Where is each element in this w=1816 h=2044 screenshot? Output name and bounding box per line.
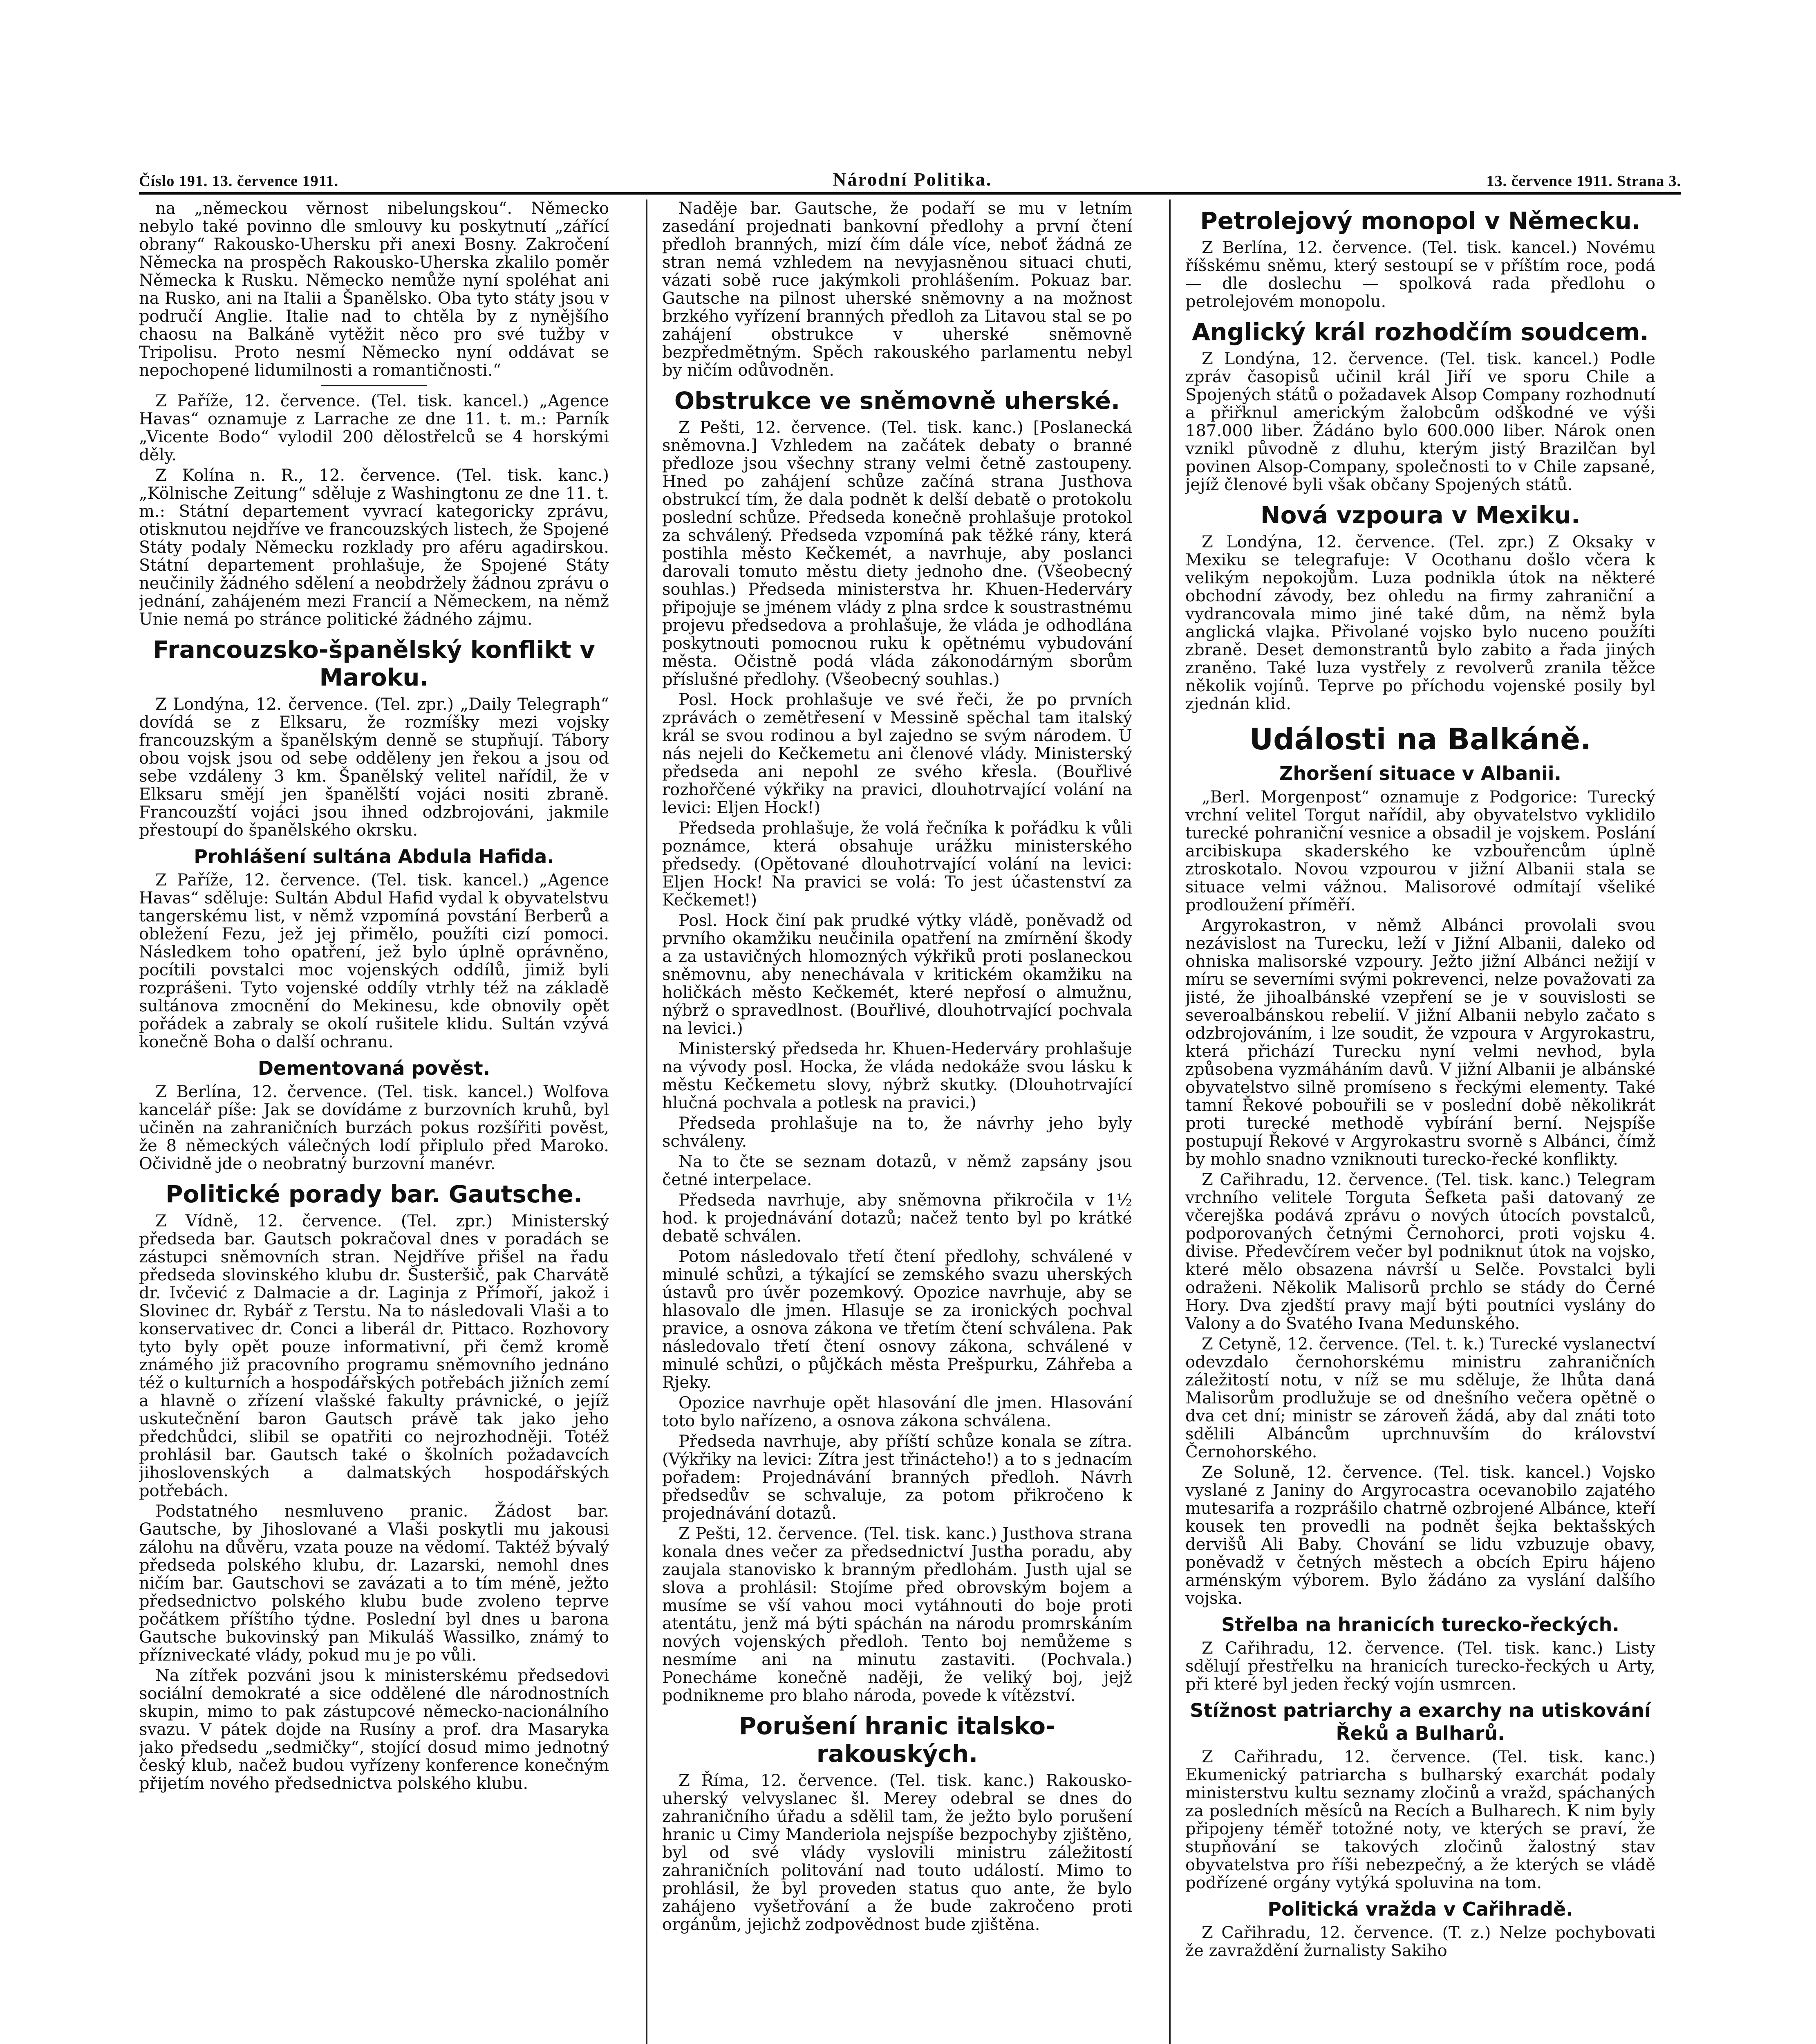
article-paragraph: Z Pešti, 12. července. (Tel. tisk. kanc.) [Poslanecká sněmovna.] Vzhledem na začátek debaty o branné předloze jsou všechny strany velmi četně zastoupeny. Hned po zahájení schůze začíná strana Justhova obstrukcí tím, že dala podnět k delší debatě o protokolu poslední schůze. Předseda konečně prohlašuje protokol za schválený. Předseda vzpomíná pak těžké rány, která postihla město Kečkemét, a navrhuje, aby poslanci darovali tomuto městu diety jednoho dne. (Všeobecný souhlas.) Předseda ministerstva hr. Khuen-Hederváry připojuje se jménem vlády z plna srdce k soustrastnému projevu předsedova a prohlašuje, že vláda je odhodlána poskytnouti pomocnou ruku k opětnému vybudování města. Očistně podá vláda zákonodárným sborům příslušné předlohy. (Všeobecný souhlas.) bbox=[662, 418, 1132, 689]
article-paragraph: Z Cařihradu, 12. července. (Tel. tisk. kanc.) Ekumenický patriarcha s bulharský exarchát podaly ministerstvu kultu seznamy zločinů a vražd, spáchaných za posledních měsíců na Recích a Bulharech. K nim byly připojeny téměř totožné noty, ve kterých se praví, že stupňování se takových zločinů žalostný stav obyvatelstva pro říši nebezpečný, a že kterých se vládě podřízené orgány vytýká spoluvina na tom. bbox=[1185, 1748, 1655, 1892]
article-paragraph: Předseda prohlašuje na to, že návrhy jeho byly schváleny. bbox=[662, 1114, 1132, 1151]
article-heading: Petrolejový monopol v Německu. bbox=[1200, 207, 1641, 235]
article-paragraph: Z Cetyně, 12. července. (Tel. t. k.) Turecké vyslanectví odevzdalo černohorskému ministru zahraničních záležitostí notu, v níž se mu sděluje, že lhůta daná Malisorům prodlužuje se od dnešního večera opětně o dva cet dní; ministr se zároveň žádá, aby dal znáti toto sdělili Albáncům uprchnuvším do království Černohorského. bbox=[1185, 1335, 1655, 1461]
article-paragraph: Ministerský předseda hr. Khuen-Hederváry prohlašuje na vývody posl. Hocka, že vláda nedokáže svou lásku k městu Kečkemetu slovy, nýbrž skutky. (Dlouhotrvající hlučná pochvala a potlesk na pravici.) bbox=[662, 1040, 1132, 1112]
column-divider bbox=[646, 199, 647, 2044]
article-paragraph: Z Cařihradu, 12. července. (Tel. tisk. kanc.) Listy sdělují přestřelku na hranicích turecko-řeckých u Arty, při které byl jeden řecký vojín usmrcen. bbox=[1185, 1639, 1655, 1694]
article-paragraph: Z Londýna, 12. července. (Tel. zpr.) Z Oksaky v Mexiku se telegrafuje: V Ocothanu došlo včera k velikým nepokojům. Luza podnikla útok na některé obchodní závody, bez ohledu na firmy zahraniční a vydrancovala mimo jiné také dům, na němž byla anglická vlajka. Přivolané vojsko bylo nuceno použíti zbraně. Deset demonstrantů bylo zabito a řada jiných zraněno. Také luza vystřely z revolverů zranila těžce několik vojínů. Teprve po příchodu vojenské posily byl zjednán klid. bbox=[1185, 533, 1655, 713]
article-heading: Obstrukce ve sněmovně uherské. bbox=[674, 387, 1120, 415]
header-issue: Číslo 191. 13. července 1911. bbox=[139, 173, 339, 190]
column-divider bbox=[1169, 199, 1171, 2044]
article-heading: Dementovaná pověst. bbox=[258, 1057, 490, 1079]
page-header bbox=[139, 161, 1681, 190]
article-paragraph: Z Pešti, 12. července. (Tel. tisk. kanc.) Justhova strana konala dnes večer za předsednictví Justha poradu, aby zaujala stanovisko k branným předlohám. Justh ujal se slova a prohlásil: Stojíme před obrovským bojem a musíme se vší vahou moci vytáhnouti do boje proti atentátu, jenž má býti spáchán na národu promrskáním nových vojenských předloh. Tento boj nemůžeme s nesmíme ani na minutu zastaviti. (Pochvala.) Ponecháme konečně naději, že veliký boj, jejž podnikneme pro blaho národa, povede k vítězství. bbox=[662, 1524, 1132, 1705]
article-paragraph: Z Vídně, 12. července. (Tel. zpr.) Ministerský předseda bar. Gautsch pokračoval dnes v poradách se zástupci sněmovních stran. Nejdříve přišel na řadu předseda slovinského klubu dr. Šusteršič, pak Charvátě dr. Ivčević z Dalmacie a dr. Laginja z Přímoří, jakož i Slovinec dr. Rybář z Terstu. Na to následovali Vlaši a to konservativec dr. Conci a liberál dr. Pittaco. Rozhovory tyto byly opět pouze informativní, při čemž kromě známého již pracovního programu sněmovního jednáno též o kulturních a hospodářských potřebách jižních zemí a hlavně o zřízení vlašské fakulty právnické, o jejíž uskutečnění baron Gautsch právě tak jako jeho předchůdci, slibil se opatřiti co nejrozhodněji. Totéž prohlásil bar. Gautsch také o školních požadavcích jihoslovenských a dalmatských hospodářských potřebách. bbox=[139, 1212, 609, 1500]
header-date-page: 13. července 1911. Strana 3. bbox=[1486, 173, 1681, 190]
header-masthead: Národní Politika. bbox=[833, 169, 992, 190]
article-heading: Nová vzpoura v Mexiku. bbox=[1261, 501, 1580, 529]
article-paragraph: Posl. Hock činí pak prudké výtky vládě, poněvadž od prvního okamžiku neučinila opatření na zmírnění škody a za ustavičných hlomozných výkřiků proti poslaneckou sněmovnu, aby nenechávala v kritickém okamžiku na holičkách město Kečkemét, které nepřosí o almužnu, nýbrž o spravedlnost. (Bouřlivé, dlouhotrvající pochvala na levici.) bbox=[662, 911, 1132, 1038]
article-paragraph: Z Cařihradu, 12. července. (T. z.) Nelze pochybovati že zavraždění žurnalisty Sakiho bbox=[1185, 1923, 1655, 1960]
article-heading: Politické porady bar. Gautsche. bbox=[166, 1180, 582, 1208]
section-heading: Události na Balkáně. bbox=[1249, 722, 1592, 756]
article-heading: Politická vražda v Cařihradě. bbox=[1267, 1898, 1573, 1920]
column-1 bbox=[139, 199, 609, 2044]
column-3 bbox=[1185, 199, 1655, 2044]
article-heading: Prohlášení sultána Abdula Hafida. bbox=[194, 845, 554, 867]
article-paragraph: Ze Soluně, 12. července. (Tel. tisk. kancel.) Vojsko vyslané z Janiny do Argyrocastra ocevanobilo zajatého mutesarifa a rozprášilo chatrně ozbrojené Albánce, kteří kousek ten provedli na podnět šejka bektašských dervišů Ali Baby. Chování se lidu vzbuzuje obavy, poněvadž v četných městech a obcích Epiru hájeno arménským výborem. Bylo žádáno za vyslání dalšího vojska. bbox=[1185, 1463, 1655, 1608]
article-paragraph: Z Říma, 12. července. (Tel. tisk. kanc.) Rakousko-uherský velvyslanec šl. Merey odebral se dnes do zahraničního úřadu a sdělil tam, že ježto bylo porušení hranic u Cimy Manderiola nejspíše bezpochyby zjištěno, byl od své vlády vyslovili ministru záležitostí zahraničních politování nad touto událostí. Mimo to prohlásil, že byl proveden status quo ante, že bylo zahájeno vyšetřování a že bude zakročeno proti orgánům, jejichž zodpovědnost bude zjištěna. bbox=[662, 1771, 1132, 1934]
article-paragraph: Argyrokastron, v němž Albánci provolali svou nezávislost na Turecku, leží v Jižní Albanii, daleko od ohniska malisorské vzpoury. Ježto jižní Albánci nežijí v míru se severními svými pokrevenci, nelze považovati za jisté, že jihoalbánské vzepření se je v souvislosti se severoalbánskou rebelií. V jižní Albanii nebylo začato s odzbrojováním, i lze soudit, že vzpoura v Argyrokastru, která přichází Turecku nyní velmi nevhod, byla způsobena vyzmáháním davů. V jižní Albanii je albánské obyvatelstvo silně promíseno s řeckými elementy. Také tamní Řekové pobouřili se v poslední době několikrát proti turecké methodě vybírání berní. Nejspíše postupují Řekové v Argyrokastru svorně s Albánci, čímž by mohlo snadno vzniknouti turecko-řecké konflikty. bbox=[1185, 916, 1655, 1169]
article-subheading: Zhoršení situace v Albanii. bbox=[1279, 762, 1561, 784]
article-paragraph: Předseda navrhuje, aby sněmovna přikročila v 1½ hod. k projednávání dotazů; načež tento byl po krátké debatě schválen. bbox=[662, 1191, 1132, 1246]
article-paragraph: Posl. Hock prohlašuje ve své řeči, že po prvních zprávách o zemětřesení v Messině spěchal tam italský král se svou rodinou a byl zajedno se svým národem. U nás nejeli do Kečkemetu ani členové vlády. Ministerský předseda ani nepohl ze svého křesla. (Bouřlivé rozhořčené výkřiky na pravici, dlouhotrvající volání na levici: Eljen Hock!) bbox=[662, 690, 1132, 817]
article-paragraph: Z Londýna, 12. července. (Tel. zpr.) „Daily Telegraph“ dovídá se z Elksaru, že rozmíšky mezi vojsky francouzským a španělským denně se stupňují. Tábory obou vojsk jsou od sebe odděleny jen řekou a jsou od sebe vzdáleny 3 km. Španělský velitel nařídil, že v Elksaru smějí jen španělští vojáci nositi zbraně. Francouzští vojáci jsou ihned odzbrojováni, jakmile přestoupí do španělského okrsku. bbox=[139, 695, 609, 840]
article-paragraph: Na to čte se seznam dotazů, v němž zapsány jsou četné interpelace. bbox=[662, 1152, 1132, 1189]
article-paragraph: Z Paříže, 12. července. (Tel. tisk. kancel.) „Agence Havas“ sděluje: Sultán Abdul Hafid vydal k obyvatelstvu tangerskému list, v němž vzpomíná povstání Berberů a obležení Fezu, jež jej přimělo, použíti cizí pomoci. Následkem toho opatření, jež bylo úplně oprávněno, pocítili povstalci moc vojenských oddílů, jimiž byli rozprášeni. Tyto vojenské oddíly vtrhly též na základě sultánova zmocnění do Mekinesu, kde obnovily opět pořádek a zabraly se okolí rušitele klidu. Sultán vzývá konečně Boha o další ochranu. bbox=[139, 871, 609, 1051]
separator bbox=[321, 385, 427, 386]
article-paragraph: Naděje bar. Gautsche, že podaří se mu v letním zasedání projednati bankovní předlohy a první čtení předloh branných, mizí čím dále více, neboť žádná ze stran nemá vzhledem na nevyjasněnou situaci chuti, vázati sobě ruce jakýmkoli prohlášením. Pokuaz bar. Gautsche na pilnost uherské sněmovny a na možnost brzkého vyřízení branných předloh za Litavou stal se po zahájení obstrukce v uherské sněmovně bezpředmětným. Spěch rakouského parlamentu nebyl by ničím odůvodněn. bbox=[662, 199, 1132, 380]
article-paragraph: Na zítřek pozváni jsou k ministerskému předsedovi sociální demokraté a sice oddělené dle národnostních skupin, mimo to pak zástupcové německo-nacionálního svazu. V pátek dojde na Rusíny a prof. dra Masaryka jako předsedu „sedmičky“, stojící dosud mimo jednotný český klub, načež budou vyřízeny konference konečným přijetím nového předsednictva polského klubu. bbox=[139, 1666, 609, 1793]
article-heading: Střelba na hranicích turecko-řeckých. bbox=[1221, 1614, 1619, 1636]
article-paragraph: Podstatného nesmluveno pranic. Žádost bar. Gautsche, by Jihoslované a Vlaši poskytli mu jakousi zálohu na důvěru, vzata pouze na vědomí. Taktéž bývalý předseda polského klubu, dr. Lazarski, nemohl dnes ničím bar. Gautschovi se zavázati a to tím méně, ježto předsednictvo polského klubu bude zvoleno teprve počátkem příštího týdne. Poslední byl dnes u barona Gautsche bukovinský pan Mikuláš Wassilko, známý to přízniveckaté vlády, pokud mu je po vůli. bbox=[139, 1502, 609, 1665]
article-paragraph: Z Cařihradu, 12. července. (Tel. tisk. kanc.) Telegram vrchního velitele Torguta Šefketa paši datovaný ze včerejška podává zprávu o nových útocích povstalců, podporovaných četnými Černohorci, proti vojsku 4. divise. Předevčírem večer byl podniknut útok na vojsko, které mělo obsazena návrší u Selče. Povstalci byli odraženi. Několik Malisorů prchlo se stády do Černé Hory. Dva zjedští pravy mají býti poutníci vyslány do Valony a do Svatého Ivana Medunského. bbox=[1185, 1170, 1655, 1333]
article-heading: Stížnost patriarchy a exarchy na utiskování Řeků a Bulharů. bbox=[1190, 1699, 1651, 1744]
article-paragraph: Z Paříže, 12. července. (Tel. tisk. kancel.) „Agence Havas“ oznamuje z Larrache ze dne 11. t. m.: Parník „Vicente Bodo“ vylodil 200 dělostřelců se 4 horskými děly. bbox=[139, 392, 609, 464]
article-paragraph: Z Berlína, 12. července. (Tel. tisk. kancel.) Novému říšskému sněmu, který sestoupí se v příštím roce, podá — dle doslechu — spolková rada předlohu o petrolejovém monopolu. bbox=[1185, 238, 1655, 311]
article-heading: Porušení hranic italsko-rakouských. bbox=[739, 1712, 1056, 1768]
article-heading: Francouzsko-španělský konflikt v Maroku. bbox=[153, 636, 595, 691]
article-paragraph: Z Kolína n. R., 12. července. (Tel. tisk. kanc.) „Kölnische Zeitung“ sděluje z Washingtonu ze dne 11. t. m.: Státní departement vyvrací kategoricky zprávu, otisknutou nejdříve ve francouzských listech, že Spojené Státy podaly Německu rozklady pro aféru agadirskou. Státní departement prohlašuje, že Spojené Státy neučinily žádného sdělení a neobdržely žádnou zprávu o jednání, zahájeném mezi Francií a Německem, na němž Unie nemá po stránce politické žádného zájmu. bbox=[139, 466, 609, 629]
article-paragraph: „Berl. Morgenpost“ oznamuje z Podgorice: Turecký vrchní velitel Torgut nařídil, aby obyvatelstvo vyklidilo turecké pohraniční vesnice a obsadil je vojskem. Poslání arcibiskupa skaderského ke vzbouřencům úplně ztroskotalo. Novou vzpourou v jižní Albanii stala se situace velmi vážnou. Malisorové odmítají všeliké prodloužení příměří. bbox=[1185, 788, 1655, 914]
article-paragraph: Opozice navrhuje opět hlasování dle jmen. Hlasování toto bylo nařízeno, a osnova zákona schválena. bbox=[662, 1394, 1132, 1430]
header-rule bbox=[139, 192, 1681, 195]
article-paragraph: Předseda prohlašuje, že volá řečníka k pořádku k vůli poznámce, která obsahuje urážku ministerského předsedy. (Opětované dlouhotrvající volání na levici: Eljen Hock! Na pravici se volá: To jest účastenství za Kečkemet!) bbox=[662, 819, 1132, 910]
article-paragraph: Potom následovalo třetí čtení předlohy, schválené v minulé schůzi, a týkající se zemského svazu uherských ústavů pro úvěr pozemkový. Opozice navrhuje, aby se hlasovalo dle jmen. Hlasuje se za ironických pochval pravice, a osnova zákona ve třetím čtení schválena. Pak následovalo třetí čtení osnovy zákona, schválené v minulé schůzi, o půjčkách města Prešpurku, Záhřeba a Rjeky. bbox=[662, 1247, 1132, 1392]
article-paragraph: Z Berlína, 12. července. (Tel. tisk. kancel.) Wolfova kancelář píše: Jak se dovídáme z burzovních kruhů, byl učiněn na zahraničních burzách pokus rozšířiti pověst, že 8 německých válečných lodí připlulo před Maroko. Očividně jde o neobratný burzovní manévr. bbox=[139, 1083, 609, 1173]
column-2 bbox=[662, 199, 1132, 2044]
article-paragraph: Předseda navrhuje, aby příští schůze konala se zítra. (Výkřiky na levici: Zítra jest třinácteho!) a to s jednacím pořadem: Projednávání branných předloh. Návrh předsedův se schvaluje, za potom přikročeno k projednávání dotazů. bbox=[662, 1432, 1132, 1523]
article-heading: Anglický král rozhodčím soudcem. bbox=[1192, 318, 1649, 346]
article-paragraph: na „německou věrnost nibelungskou“. Německo nebylo také povinno dle smlouvy ku poskytnutí „zářící obrany“ Rakousko-Uhersku při anexi Bosny. Zakročení Německa na prospěch Rakousko-Uherska zkalilo poměr Německa k Rusku. Německo nemůže nyní spoléhat ani na Rusko, ani na Italii a Španělsko. Oba tyto státy jsou v područí Anglie. Italie nad to chtěla by z nynějšího chaosu na Balkáně vytěžit něco pro své tužby v Tripolisu. Proto nesmí Německo nyní oddávat se nepochopené lidumilnosti a romantičnosti.“ bbox=[139, 199, 609, 380]
article-paragraph: Z Londýna, 12. července. (Tel. tisk. kancel.) Podle zpráv časopisů učinil král Jiří ve sporu Chile a Spojených států o požadavek Alsop Company rozhodnutí a přiřknul americkým žalobcům odškodné ve výši 187.000 liber. Žádáno bylo 600.000 liber. Nárok onen vznikl původně z dluhu, kterým jistý Brazilčan byl povinen Alsop-Company, společnosti to v Chile zapsané, jejíž členové byli však občany Spojených států. bbox=[1185, 350, 1655, 494]
